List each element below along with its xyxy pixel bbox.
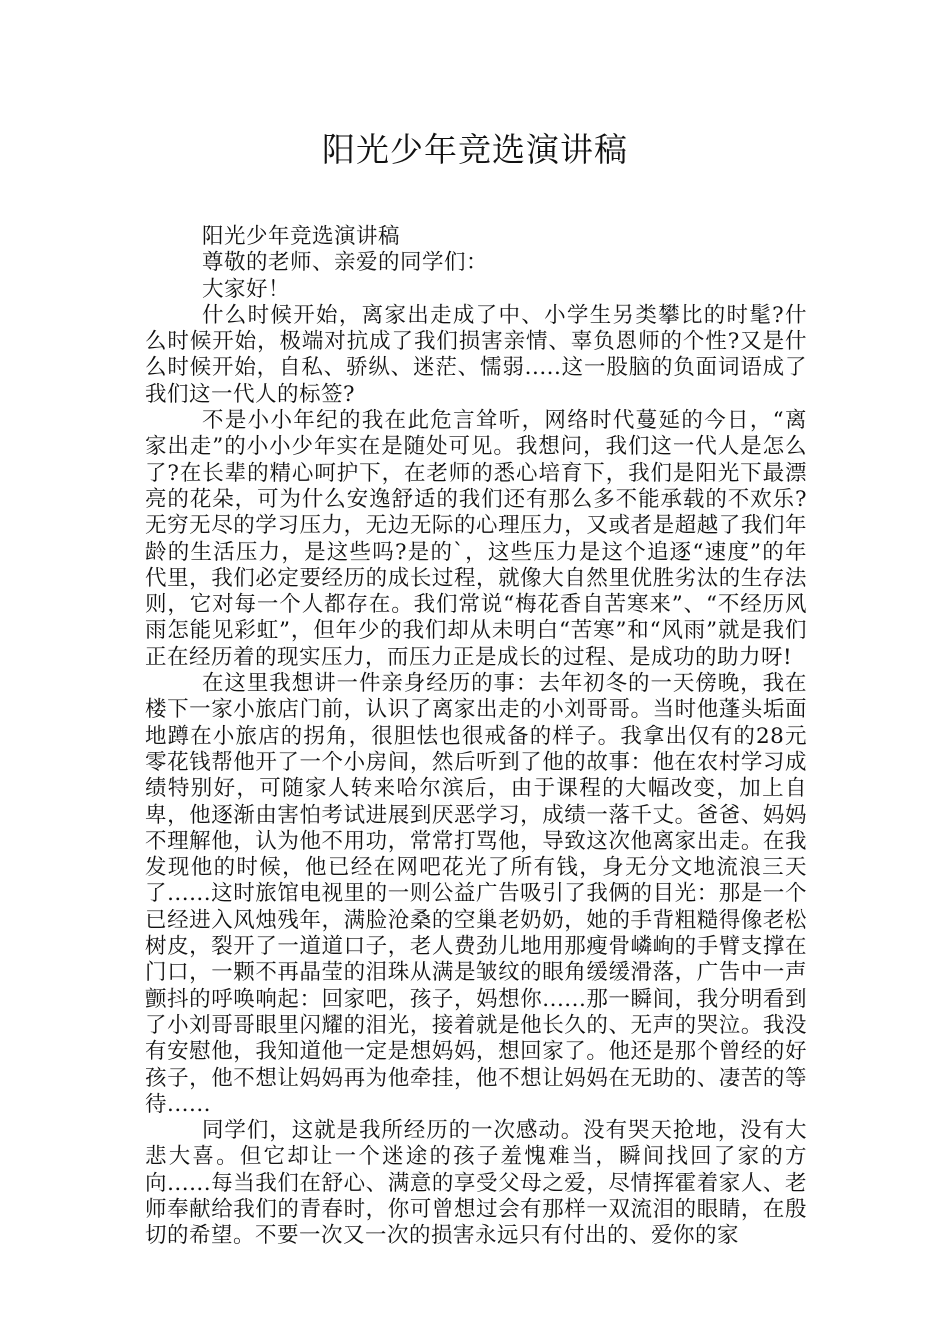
paragraph-2: 不是小小年纪的我在此危言耸听，网络时代蔓延的今日，“离家出走”的小小少年实在是随处可见。我想问，我们这一代人是怎么了?在长辈的精心呵护下，在老师的悉心培育下，我们是阳光下最漂亮的花朵，可为什么安逸舒适的我们还有那么多不能承载的不欢乐?无穷无尽的学习压力，无边无际的心理压力，又或者是超越了我们年龄的生活压力，是这些吗?是的`，这些压力是这个追逐“速度”的年代里，我们必定要经历的成长过程，就像大自然里优胜劣汰的生存法则，它对每一个人都存在。我们常说“梅花香自苦寒来”、“不经历风雨怎能见彩虹”，但年少的我们却从未明白“苦寒”和“风雨”就是我们正在经历着的现实压力，而压力正是成长的过程、是成功的助力呀!	[145, 408, 807, 670]
document-title: 阳光少年竞选演讲稿	[322, 130, 628, 169]
salutation: 尊敬的老师、亲爱的同学们：	[202, 250, 489, 276]
body-subtitle: 阳光少年竞选演讲稿	[202, 224, 401, 249]
document-body	[145, 224, 807, 1250]
greeting: 大家好！	[202, 276, 291, 302]
paragraph-4: 同学们，这就是我所经历的一次感动。没有哭天抢地，没有大悲大喜。但它却让一个迷途的孩子羞愧难当，瞬间找回了家的方向......每当我们在舒心、满意的享受父母之爱，尽情挥霍着家人、老师奉献给我们的青春时，你可曾想过会有那样一双流泪的眼睛，在殷切的希望。不要一次又一次的损害永远只有付出的、爱你的家	[145, 1118, 807, 1249]
paragraph-3: 在这里我想讲一件亲身经历的事：去年初冬的一天傍晚，我在楼下一家小旅店门前，认识了离家出走的小刘哥哥。当时他蓬头垢面地蹲在小旅店的拐角，很胆怯也很戒备的样子。我拿出仅有的28元零花钱帮他开了一个小房间，然后听到了他的故事：他在农村学习成绩特别好，可随家人转来哈尔滨后，由于课程的大幅改变，加上自卑，他逐渐由害怕考试进展到厌恶学习，成绩一落千丈。爸爸、妈妈不理解他，认为他不用功，常常打骂他，导致这次他离家出走。在我发现他的时候，他已经在网吧花光了所有钱，身无分文地流浪三天了......这时旅馆电视里的一则公益广告吸引了我俩的目光：那是一个已经进入风烛残年，满脸沧桑的空巢老奶奶，她的手背粗糙得像老松树皮，裂开了一道道口子，老人费劲儿地用那瘦骨嶙峋的手臂支撑在门口，一颗不再晶莹的泪珠从满是皱纹的眼角缓缓滑落，广告中一声颤抖的呼唤响起：回家吧，孩子，妈想你......那一瞬间，我分明看到了小刘哥哥眼里闪耀的泪光，接着就是他长久的、无声的哭泣。我没有安慰他，我知道他一定是想妈妈，想回家了。他还是那个曾经的好孩子，他不想让妈妈再为他牵挂，他不想让妈妈在无助的、凄苦的等待......	[145, 671, 807, 1117]
paragraph-1: 什么时候开始，离家出走成了中、小学生另类攀比的时髦?什么时候开始，极端对抗成了我们损害亲情、辜负恩师的个性?又是什么时候开始，自私、骄纵、迷茫、懦弱.....这一股脑的负面词语成了我们这一代人的标签?	[145, 302, 807, 407]
